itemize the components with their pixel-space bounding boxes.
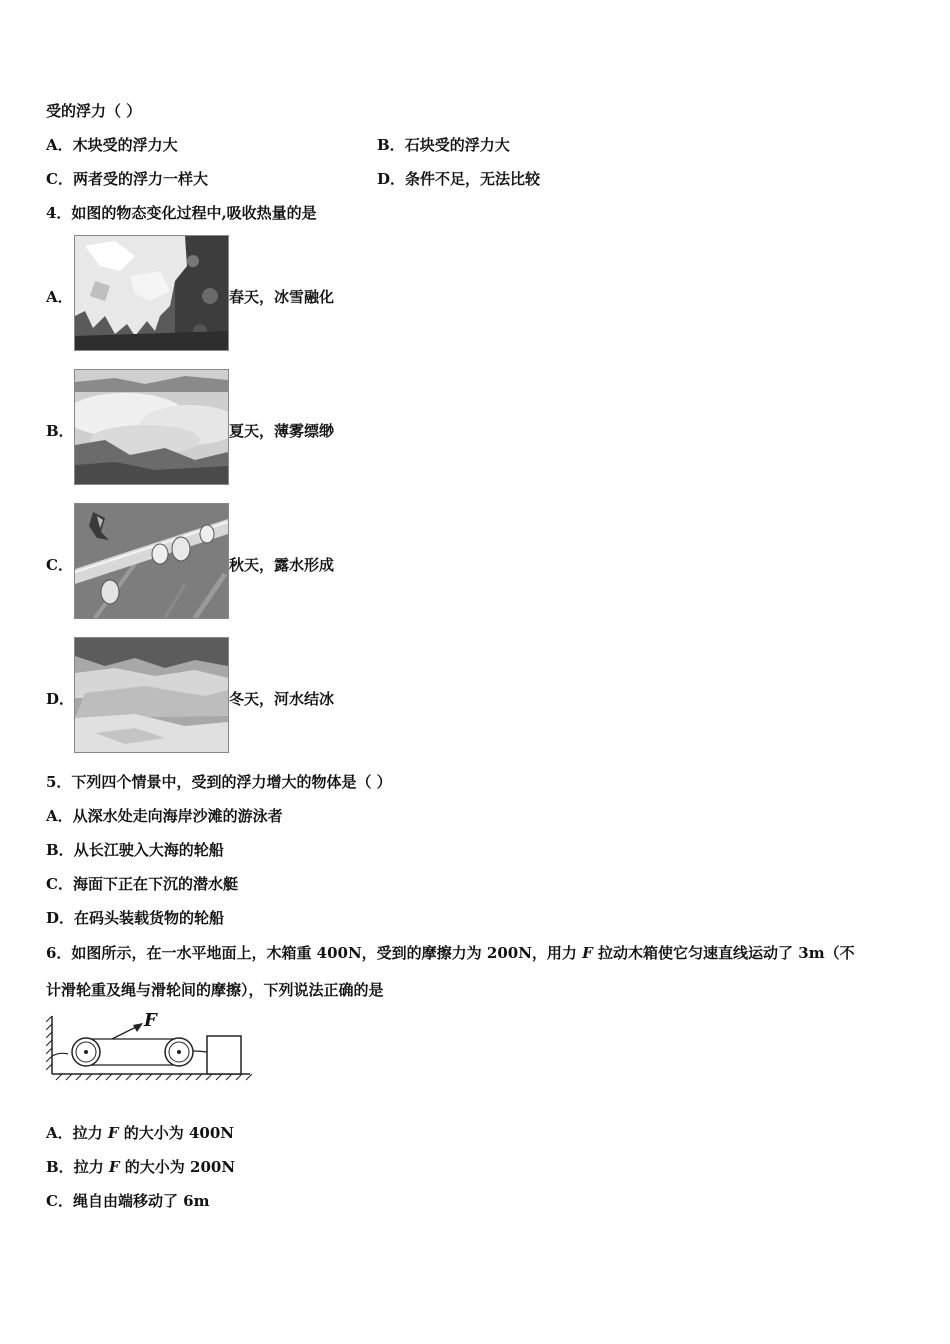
q5-option-c: [46, 874, 238, 894]
option-text: 海面下正在下沉的潜水艇: [72, 875, 238, 893]
option-text-post: 的大小为 400N: [118, 1124, 234, 1142]
option-text-pre: 绳自由端移动了 6m: [72, 1192, 210, 1210]
option-text: 在码头装载货物的轮船: [74, 909, 225, 927]
dew-photo: [74, 503, 229, 619]
q4-stem: 4．如图的物态变化过程中,吸收热量的是: [46, 204, 317, 222]
q3-option-a: [46, 135, 178, 155]
q4-option-d-letter: D．: [46, 690, 75, 708]
q6-stem-line2: 计滑轮重及绳与滑轮间的摩擦），下列说法正确的是: [46, 981, 384, 999]
q4-option-a-letter: A．: [46, 288, 73, 306]
force-label: F: [144, 1010, 157, 1031]
pulley-diagram: [46, 1012, 256, 1086]
q6-stem-part2: 拉动木箱使它匀速直线运动了 3m（不: [592, 944, 855, 962]
option-text-pre: 拉力: [73, 1158, 109, 1176]
q5-option-d: [46, 908, 224, 928]
q4-option-c-caption: 秋天，露水形成: [229, 556, 335, 574]
q4-option-d-caption: 冬天，河水结冰: [229, 690, 335, 708]
q6-stem-variable: F: [582, 944, 593, 962]
option-letter: B．: [377, 136, 405, 154]
q4-option-b-letter: B．: [46, 422, 74, 440]
q6-option-b: [46, 1157, 235, 1177]
fog-photo: [74, 369, 229, 485]
option-letter: C．: [46, 1192, 73, 1210]
q4-option-c-letter: C．: [46, 556, 73, 574]
q3-option-b: [377, 135, 510, 155]
option-text: 从深水处走向海岸沙滩的游泳者: [72, 807, 283, 825]
option-text: 石块受的浮力大: [404, 136, 510, 154]
q6-stem-part1: 6．如图所示，在一水平地面上，木箱重 400N，受到的摩擦力为 200N，用力: [46, 944, 583, 962]
q4-option-a-caption: 春天，冰雪融化: [229, 288, 335, 306]
q4-option-b-caption: 夏天，薄雾缥缈: [229, 422, 335, 440]
option-text: 木块受的浮力大: [72, 136, 178, 154]
option-letter: D．: [377, 170, 406, 188]
option-letter: C．: [46, 875, 73, 893]
option-text: 从长江驶入大海的轮船: [73, 841, 224, 859]
option-letter: A．: [46, 1124, 73, 1142]
q5-option-b: [46, 840, 224, 860]
option-letter: D．: [46, 909, 75, 927]
q3-option-c: [46, 169, 208, 189]
q6-stem-line1: [46, 943, 855, 963]
option-text: 条件不足，无法比较: [405, 170, 541, 188]
option-text-post: 的大小为 200N: [119, 1158, 236, 1176]
q6-option-a: [46, 1123, 234, 1143]
option-text: 两者受的浮力一样大: [72, 170, 208, 188]
option-letter: A．: [46, 136, 73, 154]
option-variable: F: [108, 1158, 120, 1176]
option-text-pre: 拉力: [72, 1124, 108, 1142]
option-letter: B．: [46, 1158, 74, 1176]
q5-stem: 5．下列四个情景中，受到的浮力增大的物体是（ ）: [46, 773, 392, 791]
option-letter: A．: [46, 807, 73, 825]
q5-option-a: [46, 806, 283, 826]
option-letter: B．: [46, 841, 74, 859]
ice-melting-photo: [74, 235, 229, 351]
option-letter: C．: [46, 170, 73, 188]
option-variable: F: [107, 1124, 119, 1142]
river-ice-photo: [74, 637, 229, 753]
q3-option-d: [377, 169, 540, 189]
q6-option-c: [46, 1191, 210, 1211]
q3-stem-tail: 受的浮力（ ）: [46, 102, 142, 120]
